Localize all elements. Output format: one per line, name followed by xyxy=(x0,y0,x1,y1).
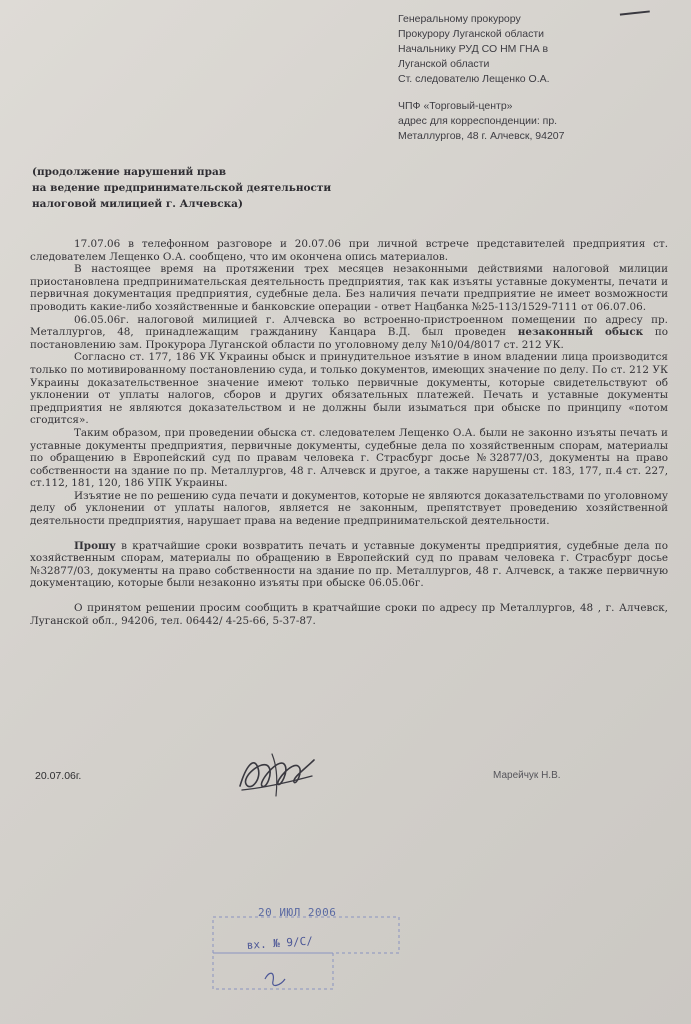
subject-line: налоговой милицией г. Алчевска) xyxy=(32,198,243,210)
addressee-line: Начальнику РУД СО НМ ГНА в xyxy=(398,43,549,55)
addressee-block xyxy=(398,12,668,144)
paragraph: В настоящее время на протяжении трех месяцев незаконными действиями налоговой милиции приостановлена предпринимательская деятельность предприятия, так как изъяты уставные документы, печати и первичная документация предприятия, судебные дела. Без наличия печати предприятие не имеет возможности проводить какие-либо хозяйственные и банковские операции - ответ Нацбанка №25-113/1529-7111 от 06.07.06. xyxy=(30,263,668,313)
addressee-line: Прокурору Луганской области xyxy=(398,28,544,40)
handwritten-signature xyxy=(232,746,322,802)
sender-line: адрес для корреспонденции: пр. xyxy=(398,115,558,127)
emphasis-text: незаконный обыск xyxy=(517,326,644,339)
letter-body xyxy=(30,238,668,627)
paragraph: Таким образом, при проведении обыска ст. следователем Лещенко О.А. были не законно изъяты печать и уставные документы предприятия, первичные документы, судебные дела по хозяйственным спорам, материалы по обращению в Европейский суд по правам человека г. Страсбург досье №32877/03, документы на право собственности на здание по пр. Металлургов, 48 г. Алчевск и другое, а также нарушены ст. 183, 177, п.4 ст. 227, ст.112, 181, 120, 186 УПК Украины. xyxy=(30,426,668,490)
paragraph-text: 06.05.06г. налоговой милицией г. Алчевска во встроенно-пристроенном помещении по адресу пр. Металлургов, 48, принадлежащим гражданину Канцара В.Д. был проведен xyxy=(30,313,668,339)
paragraph-text: в кратчайшие сроки возвратить печать и уставные документы предприятия, судебные дела по хозяйственным спорам, материалы по обращению в Европейский суд по правам человека г. Страсбург досье №32877/03, документы на право собственности на здание по пр. Металлургов, 48 г. Алчевск, а также первичную документацию, которые были незаконно изъяты при обыске 06.05.06г. xyxy=(30,539,668,590)
paragraph: Согласно ст. 177, 186 УК Украины обыск и принудительное изъятие в ином владении лица производится только по мотивированному постановлению суда, и только документов, имеющих значение по делу. По ст. 212 УК Украины доказательственное значение имеют только первичные документы, которые свидетельствуют об уклонении от уплаты налогов, сборов и других обязательных платежей. Печать и уставные документы предприятия не являются доказательством и не должны были изыматься при обыске по принципу «потом сгодится». xyxy=(30,351,668,427)
stamp-date: 20 ИЮЛ 2006 xyxy=(258,906,337,919)
stamp-note: вх. № 9/С/ xyxy=(246,934,314,952)
paragraph: 17.07.06 в телефонном разговоре и 20.07.06 при личной встрече представителей предприятия ст. следователем Лещенко О.А. сообщено, что им окончена опись материалов. xyxy=(30,238,668,263)
paragraph xyxy=(30,540,668,590)
addressee-line: Генеральному прокурору xyxy=(398,13,521,25)
paragraph: Изъятие не по решению суда печати и документов, которые не являются доказательствами по уголовному делу об уклонении от уплаты налогов, является не законным, препятствует проведению хозяйственной деятельности предприятия, нарушает права на ведение предпринимательской деятельности. xyxy=(30,489,668,528)
subject-line: на ведение предпринимательской деятельности xyxy=(32,182,332,194)
addressee-line: Ст. следователю Лещенко О.А. xyxy=(398,73,550,85)
emphasis-text: Прошу xyxy=(74,539,116,552)
subject-line: (продолжение нарушений прав xyxy=(32,166,227,178)
letter-date: 20.07.06г. xyxy=(35,770,82,782)
subject-block xyxy=(32,164,432,212)
sender-line: ЧПФ «Торговый-центр» xyxy=(398,100,513,112)
signer-name: Марейчук Н.В. xyxy=(493,770,561,781)
paragraph xyxy=(30,314,668,352)
sender-line: Металлургов, 48 г. Алчевск, 94207 xyxy=(398,130,565,142)
paragraph-text: по постановлению зам. Прокурора Луганской области по уголовному делу №10/04/8017 ст. 212 УК. xyxy=(30,326,668,351)
addressee-line: Луганской области xyxy=(398,58,490,70)
paragraph: О принятом решении просим сообщить в кратчайшие сроки по адресу пр Металлургов, 48 , г. Алчевск, Луганской обл., 94206, тел. 06442/ 4-25-66, 5-37-87. xyxy=(30,602,668,627)
